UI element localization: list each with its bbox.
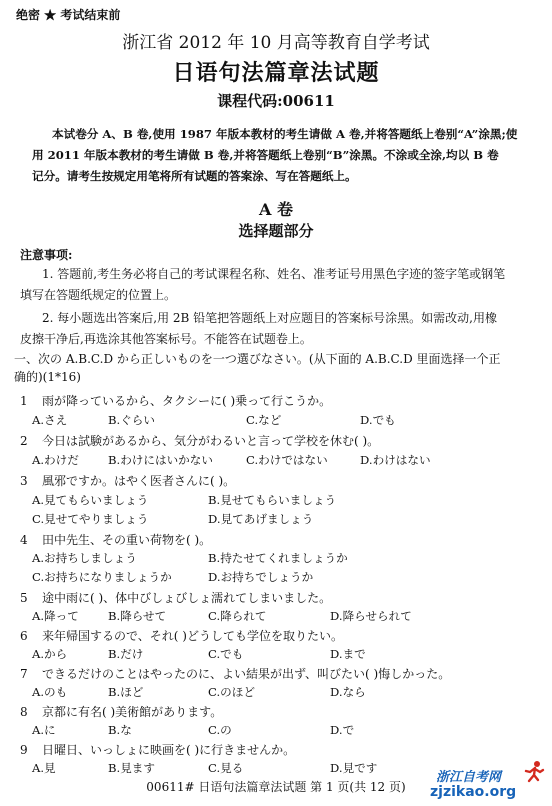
question-number: 8 bbox=[20, 705, 28, 719]
option: B.見ます bbox=[108, 761, 155, 775]
question-number: 1 bbox=[20, 394, 28, 408]
option: D.降らせられて bbox=[330, 609, 412, 623]
option: D.で bbox=[330, 723, 355, 737]
option: C.でも bbox=[208, 647, 244, 661]
course-code: 课程代码:00611 bbox=[217, 92, 335, 110]
question-number: 4 bbox=[20, 533, 28, 547]
section-heading-line: 确的)(1*16) bbox=[14, 370, 81, 384]
question-text: できるだけのことはやったのに、よい結果が出ず、叫びたい( )悔しかった。 bbox=[42, 667, 451, 681]
note-line: 填写在答题纸规定的位置上。 bbox=[20, 288, 177, 302]
watermark-url: zjzikao.org bbox=[430, 784, 517, 800]
question-number: 3 bbox=[20, 474, 28, 488]
part-title: 选择题部分 bbox=[238, 222, 314, 240]
question-stem bbox=[20, 589, 331, 606]
notes-heading: 注意事项: bbox=[20, 248, 73, 262]
option: B.な bbox=[108, 723, 132, 737]
option: B.ぐらい bbox=[108, 413, 155, 427]
subject-title: 日语句法篇章法试题 bbox=[172, 60, 380, 86]
intro-line: 用 2011 年版本教材的考生请做 B 卷,并将答题纸上卷别“B”涂黑。不涂或全涂,均以 B 卷 bbox=[32, 148, 499, 162]
intro-line: 记分。请考生按规定用笔将所有试题的答案涂、写在答题纸上。 bbox=[32, 169, 357, 183]
question-stem bbox=[20, 741, 295, 758]
question-stem bbox=[20, 531, 211, 548]
question-stem bbox=[20, 392, 331, 409]
option: B.持たせてくれましょうか bbox=[208, 551, 348, 565]
intro-paragraph bbox=[32, 124, 538, 187]
option: C.わけではない bbox=[246, 453, 328, 467]
runner-icon bbox=[522, 760, 546, 784]
watermark-title: 浙江自考网 bbox=[436, 770, 502, 785]
option: C.お持ちになりましょうか bbox=[32, 570, 172, 584]
question-text: 途中雨に( )、体中びしょびしょ濡れてしまいました。 bbox=[42, 591, 332, 605]
option: D.まで bbox=[330, 647, 366, 661]
question-number: 9 bbox=[20, 743, 28, 757]
question-number: 5 bbox=[20, 591, 28, 605]
question-text: 雨が降っているから、タクシーに( )乗って行こうか。 bbox=[42, 394, 332, 408]
option: D.わけはない bbox=[360, 453, 431, 467]
option: A.見 bbox=[32, 761, 56, 775]
option: D.見てあげましょう bbox=[208, 512, 314, 526]
option: A.降って bbox=[32, 609, 79, 623]
question-text: 風邪ですか。はやく医者さんに( )。 bbox=[42, 474, 236, 488]
option: A.さえ bbox=[32, 413, 68, 427]
note-item bbox=[20, 264, 540, 306]
option: C.見る bbox=[208, 761, 244, 775]
option: C.など bbox=[246, 413, 282, 427]
option: D.でも bbox=[360, 413, 396, 427]
option: A.お持ちしましょう bbox=[32, 551, 137, 565]
option: A.のも bbox=[32, 685, 68, 699]
note-line: 皮擦干净后,再选涂其他答案标号。不能答在试题卷上。 bbox=[20, 332, 312, 346]
option: D.見です bbox=[330, 761, 378, 775]
option: C.のほど bbox=[208, 685, 255, 699]
note-line: 1. 答题前,考生务必将自己的考试课程名称、姓名、准考证号用黑色字迹的签字笔或钢笔 bbox=[42, 267, 506, 281]
page-footer: 00611# 日语句法篇章法试题 第 1 页(共 12 页) bbox=[146, 780, 406, 794]
watermark-logo bbox=[430, 766, 546, 804]
question-stem bbox=[20, 627, 343, 644]
confidential-label: 绝密 ★ 考试结束前 bbox=[16, 8, 121, 22]
question-number: 6 bbox=[20, 629, 28, 643]
option: A.に bbox=[32, 723, 56, 737]
option: D.お持ちでしょうか bbox=[208, 570, 314, 584]
exam-title: 浙江省 2012 年 10 月高等教育自学考试 bbox=[122, 33, 430, 53]
question-text: 田中先生、その重い荷物を( )。 bbox=[42, 533, 212, 547]
option: A.から bbox=[32, 647, 68, 661]
option: A.見てもらいましょう bbox=[32, 493, 149, 507]
option: D.なら bbox=[330, 685, 366, 699]
option: C.の bbox=[208, 723, 232, 737]
section-heading-line: 一、次の A.B.C.D から正しいものを一つ選びなさい。(从下面的 A.B.C.D 里面选择一个正 bbox=[14, 352, 501, 366]
option: C.見せてやりましょう bbox=[32, 512, 149, 526]
question-stem bbox=[20, 472, 235, 489]
question-number: 7 bbox=[20, 667, 28, 681]
question-text: 来年帰国するので、それ( )どうしても学位を取りたい。 bbox=[42, 629, 343, 643]
option: B.だけ bbox=[108, 647, 144, 661]
question-text: 今日は試験があるから、気分がわるいと言って学校を休む( )。 bbox=[42, 434, 380, 448]
question-stem bbox=[20, 665, 450, 682]
note-line: 2. 每小题选出答案后,用 2B 铅笔把答题纸上对应题目的答案标号涂黑。如需改动,用橡 bbox=[42, 311, 497, 325]
option: B.ほど bbox=[108, 685, 144, 699]
option: B.降らせて bbox=[108, 609, 167, 623]
question-stem bbox=[20, 703, 222, 720]
question-text: 京都に有名( )美術館があります。 bbox=[42, 705, 223, 719]
section-heading bbox=[14, 350, 544, 386]
question-stem bbox=[20, 432, 379, 449]
volume-title: A 卷 bbox=[259, 200, 293, 219]
intro-line: 本试卷分 A、B 卷,使用 1987 年版本教材的考生请做 A 卷,并将答题纸上卷别“A”涂黑;使 bbox=[52, 127, 518, 141]
option: B.わけにはいかない bbox=[108, 453, 213, 467]
option: A.わけだ bbox=[32, 453, 79, 467]
question-number: 2 bbox=[20, 434, 28, 448]
question-text: 日曜日、いっしょに映画を( )に行きませんか。 bbox=[42, 743, 296, 757]
option: B.見せてもらいましょう bbox=[208, 493, 337, 507]
note-item bbox=[20, 308, 540, 350]
option: C.降られて bbox=[208, 609, 267, 623]
